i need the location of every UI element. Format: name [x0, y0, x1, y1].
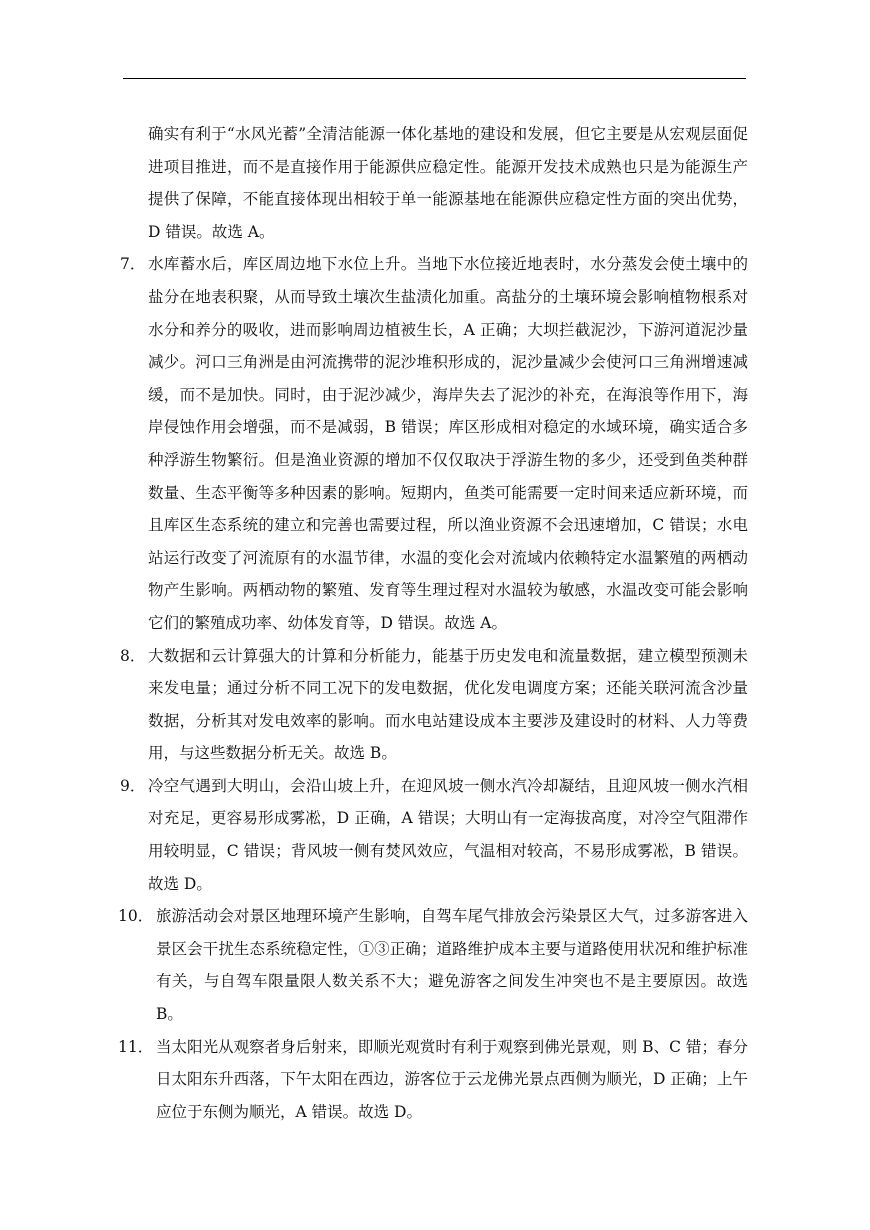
answer-item-7: [120, 248, 748, 639]
item-text: 冷空气遇到大明山，会沿山坡上升，在迎风坡一侧水汽冷却凝结，且迎风坡一侧水汽相对充足，更容易形成雾凇，D 正确，A 错误；大明山有一定海拔高度，对冷空气阻滞作用较明显，C 错误；背风坡一侧有焚风效应，气温相对较高，不易形成雾凇，B 错误。故选 D。: [148, 776, 748, 893]
continuation-paragraph: 确实有利于“水风光蓄”全清洁能源一体化基地的建设和发展，但它主要是从宏观层面促进项目推进，而不是直接作用于能源供应稳定性。能源开发技术成熟也只是为能源生产提供了保障，不能直接体现出相较于单一能源基地在能源供应稳定性方面的突出优势，D 错误。故选 A。: [148, 125, 748, 241]
item-number: 10．: [118, 907, 154, 926]
answer-item-9: [120, 770, 748, 900]
item-number: 8．: [120, 646, 146, 665]
answer-item-11: [120, 1031, 748, 1129]
item-number: 7．: [120, 255, 146, 274]
item-number: 9．: [120, 776, 146, 795]
header-rule: [123, 78, 746, 79]
answer-explanations: [120, 118, 748, 1128]
answer-item-8: [120, 640, 748, 770]
item-text: 大数据和云计算强大的计算和分析能力，能基于历史发电和流量数据，建立模型预测未来发电量；通过分析不同工况下的发电数据，优化发电调度方案；还能关联河流含沙量数据，分析其对发电效率的影响。而水电站建设成本主要涉及建设时的材料、人力等费用，与这些数据分析无关。故选 B。: [148, 646, 748, 763]
item-text: 旅游活动会对景区地理环境产生影响，自驾车尾气排放会污染景区大气，过多游客进入景区会干扰生态系统稳定性，①③正确；道路维护成本主要与道路使用状况和维护标准有关，与自驾车限量限人数关系不大；避免游客之间发生冲突也不是主要原因。故选 B。: [156, 907, 748, 1024]
item-text: 当太阳光从观察者身后射来，即顺光观赏时有利于观察到佛光景观，则 B、C 错；春分日太阳东升西落，下午太阳在西边，游客位于云龙佛光景点西侧为顺光，D 正确；上午应位于东侧为顺光，A 错误。故选 D。: [156, 1037, 748, 1121]
item-text: 水库蓄水后，库区周边地下水位上升。当地下水位接近地表时，水分蒸发会使土壤中的盐分在地表积聚，从而导致土壤次生盐渍化加重。高盐分的土壤环境会影响植物根系对水分和养分的吸收，进而影响周边植被生长，A 正确；大坝拦截泥沙，下游河道泥沙量减少。河口三角洲是由河流携带的泥沙堆积形成的，泥沙量减少会使河口三角洲增速减缓，而不是加快。同时，由于泥沙减少，海岸失去了泥沙的补充，在海浪等作用下，海岸侵蚀作用会增强，而不是减弱，B 错误；库区形成相对稳定的水域环境，确实适合多种浮游生物繁衍。但是渔业资源的增加不仅仅取决于浮游生物的多少，还受到鱼类种群数量、生态平衡等多种因素的影响。短期内，鱼类可能需要一定时间来适应新环境，而且库区生态系统的建立和完善也需要过程，所以渔业资源不会迅速增加，C 错误；水电站运行改变了河流原有的水温节律，水温的变化会对流域内依赖特定水温繁殖的两栖动物产生影响。两栖动物的繁殖、发育等生理过程对水温较为敏感，水温改变可能会影响它们的繁殖成功率、幼体发育等，D 错误。故选 A。: [148, 255, 748, 632]
answer-item-10: [120, 900, 748, 1030]
item-number: 11．: [118, 1037, 154, 1056]
